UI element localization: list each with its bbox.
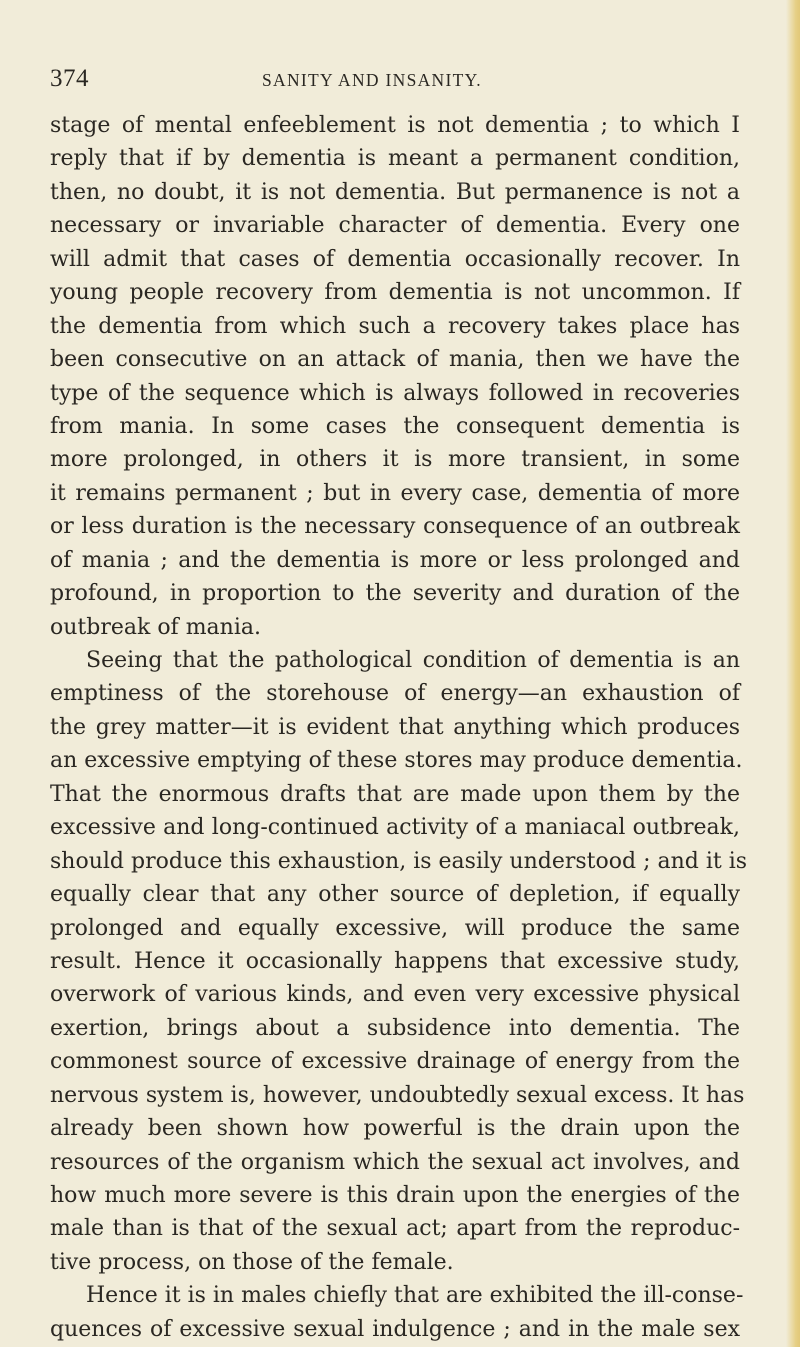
text-line: commonest source of excessive drainage of energy from the	[50, 1049, 740, 1075]
text-line: will admit that cases of dementia occasionally recover. In	[50, 246, 740, 272]
page-header	[50, 64, 750, 94]
text-line: should produce this exhaustion, is easily understood ; and it is	[50, 848, 748, 874]
text-line: young people recovery from dementia is not uncommon. If	[50, 280, 740, 306]
text-line: stage of mental enfeeblement is not dementia ; to which I	[50, 113, 740, 138]
text-line: how much more severe is this drain upon the energies of the	[50, 1183, 740, 1208]
text-line: outbreak of mania.	[50, 614, 261, 640]
text-line: prolonged and equally excessive, will produce the same	[50, 915, 740, 941]
text-line: reply that if by dementia is meant a permanent condition,	[50, 146, 740, 172]
text-line: the grey matter—it is evident that anything which produces	[50, 714, 740, 740]
text-line: it remains permanent ; but in every case, dementia of more	[50, 480, 740, 506]
text-line: from mania. In some cases the consequent dementia is	[50, 413, 740, 439]
text-line: type of the sequence which is always followed in recoveries	[50, 380, 740, 406]
text-line: equally clear that any other source of depletion, if equally	[50, 882, 740, 908]
page-number: 374	[50, 65, 89, 92]
paragraph-start-line: Hence it is in males chiefly that are exhibited the ill-conse-	[86, 1283, 744, 1309]
text-line: already been shown how powerful is the drain upon the	[50, 1116, 740, 1142]
text-line: That the enormous drafts that are made upon them by the	[50, 781, 740, 807]
text-line: result. Hence it occasionally happens that excessive study,	[50, 948, 740, 974]
text-line: profound, in proportion to the severity and duration of the	[50, 581, 740, 607]
text-line: quences of excessive sexual indulgence ; and in the male sex	[50, 1316, 740, 1342]
text-line: necessary or invariable character of dementia. Every one	[50, 213, 740, 239]
text-line: tive process, on those of the female.	[50, 1249, 454, 1275]
text-line: or less duration is the necessary consequence of an outbreak	[50, 514, 740, 540]
text-line: been consecutive on an attack of mania, then we have the	[50, 347, 740, 373]
page-edge	[786, 0, 800, 1347]
text-line: nervous system is, however, undoubtedly sexual excess. It has	[50, 1082, 745, 1108]
text-line: of mania ; and the dementia is more or less prolonged and	[50, 547, 740, 573]
text-line: an excessive emptying of these stores may produce dementia.	[50, 748, 743, 774]
running-head: SANITY AND INSANITY.	[262, 70, 482, 90]
paragraph-start-line: Seeing that the pathological condition of dementia is an	[86, 648, 740, 673]
text-line: emptiness of the storehouse of energy—an exhaustion of	[50, 681, 740, 707]
text-line: exertion, brings about a subsidence into dementia. The	[50, 1015, 740, 1041]
text-line: male than is that of the sexual act; apart from the reproduc-	[50, 1216, 740, 1242]
text-line: more prolonged, in others it is more transient, in some	[50, 447, 740, 473]
text-line: resources of the organism which the sexual act involves, and	[50, 1149, 740, 1175]
body-text	[50, 109, 748, 1346]
text-line: the dementia from which such a recovery takes place has	[50, 313, 740, 339]
text-line: then, no doubt, it is not dementia. But permanence is not a	[50, 179, 740, 205]
text-line: overwork of various kinds, and even very excessive physical	[50, 982, 740, 1008]
text-line: excessive and long-continued activity of a maniacal outbreak,	[50, 815, 740, 841]
